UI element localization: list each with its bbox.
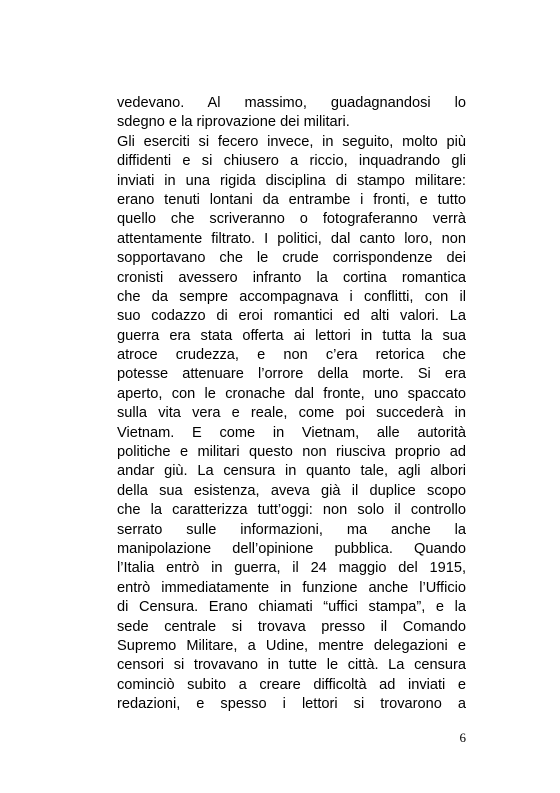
text-line: erano tenuti lontani da entrambe i fronti, e tutto [117,191,466,208]
text-line: serrato sulle informazioni, ma anche la [117,521,466,538]
text-line: attentamente filtrato. I politici, dal canto loro, non [117,230,466,247]
text-line: inviati in una rigida disciplina di stampo militare: [117,172,466,189]
text-line: Supremo Militare, a Udine, mentre delegazioni e [117,637,466,654]
text-line: Gli eserciti si fecero invece, in seguito, molto più [117,133,466,150]
text-line: suo codazzo di eroi romantici ed alti valori. La [117,308,466,325]
text-line: aperto, con le cronache dal fronte, uno spaccato [117,385,466,402]
page-number: 6 [459,730,466,745]
text-line: sdegno e la riprovazione dei militari. [117,114,350,131]
text-line: cominciò subito a creare difficoltà ad inviati e [117,676,466,693]
body-text [117,94,466,715]
text-line: atroce crudezza, e non c’era retorica che [117,347,466,364]
text-line: quello che scriveranno o fotograferanno verrà [117,211,466,228]
text-line: di Censura. Erano chiamati “uffici stampa”, e la [117,599,466,616]
text-line: guerra era stata offerta ai lettori in tutta la sua [117,327,466,344]
text-line: potesse attenuare l’orrore della morte. Si era [117,366,466,383]
text-line: della sua esistenza, aveva già il duplice scopo [117,482,466,499]
text-line: censori si trovavano in tutte le città. La censura [117,657,466,674]
text-line: l’Italia entrò in guerra, il 24 maggio del 1915, [117,560,466,577]
text-line: che da sempre accompagnava i conflitti, con il [117,288,466,305]
text-line: vedevano. Al massimo, guadagnandosi lo [117,95,466,111]
text-line: andar giù. La censura in quanto tale, agli albori [117,463,466,480]
text-line: sopportavano che le crude corrispondenze dei [117,250,466,267]
text-line: sulla vita vera e reale, come poi succederà in [117,405,466,422]
text-line: sede centrale si trovava presso il Comando [117,618,466,635]
text-line: redazioni, e spesso i lettori si trovarono a [117,696,466,713]
text-line: Vietnam. E come in Vietnam, alle autorità [117,424,466,441]
text-line: diffidenti e si chiusero a riccio, inquadrando gli [117,153,466,170]
text-line: politiche e militari questo non riusciva proprio ad [117,444,466,461]
text-line: che la caratterizza tutt’oggi: non solo il controllo [117,502,466,519]
text-line: cronisti avessero infranto la cortina romantica [117,269,466,286]
text-line: entrò immediatamente in funzione anche l’Ufficio [117,579,466,596]
text-line: manipolazione dell’opinione pubblica. Quando [117,540,466,557]
